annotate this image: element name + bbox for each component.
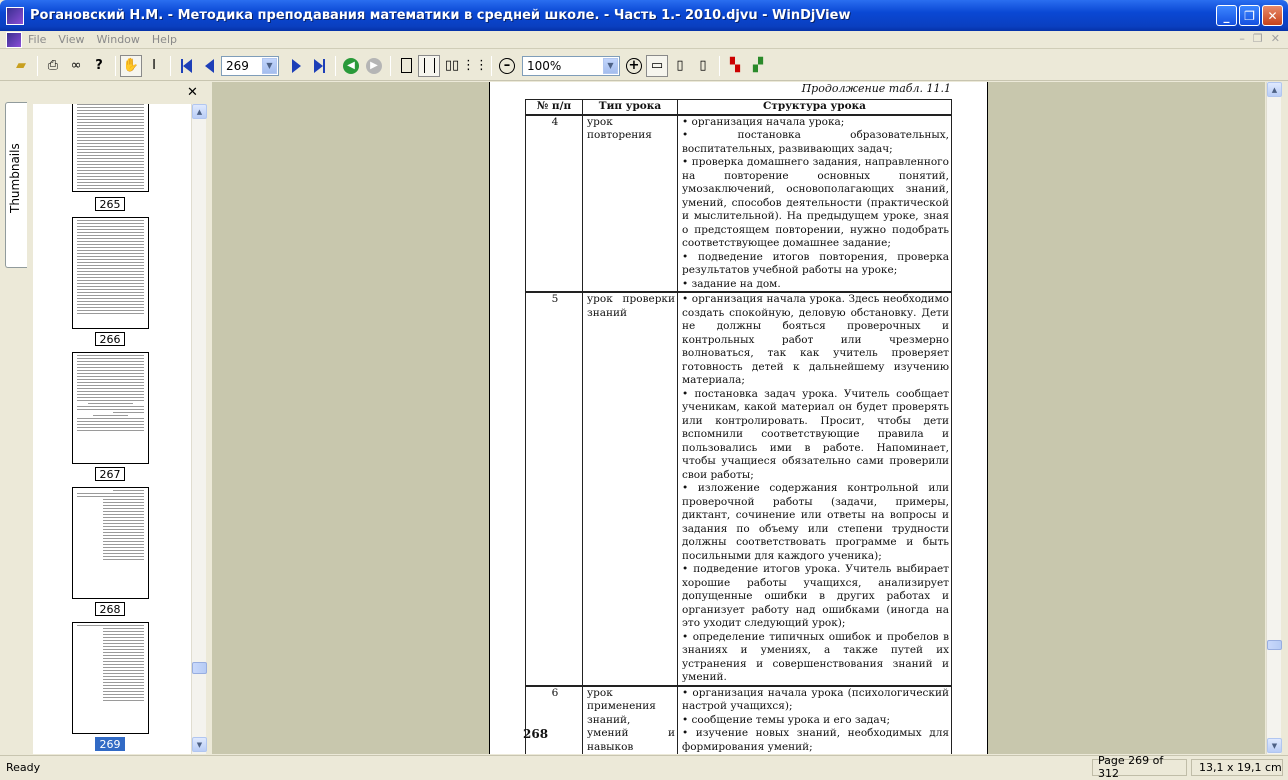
thumbnail-page[interactable] bbox=[72, 104, 149, 192]
thumbnail-label[interactable]: 266 bbox=[95, 332, 125, 346]
back-arrow-icon: ◀ bbox=[343, 58, 359, 74]
row-number: 6 bbox=[526, 686, 583, 755]
fit-page-button[interactable] bbox=[669, 55, 691, 77]
document-icon[interactable] bbox=[6, 32, 22, 48]
last-page-button[interactable] bbox=[308, 55, 330, 77]
scroll-down-icon[interactable]: ▼ bbox=[192, 737, 207, 752]
close-icon[interactable]: ✕ bbox=[187, 85, 198, 100]
thumbnail-page[interactable] bbox=[72, 352, 149, 464]
continuous-facing-icon: ⋮⋮ bbox=[462, 58, 488, 73]
prev-page-icon bbox=[205, 59, 214, 73]
toolbar bbox=[0, 51, 1288, 81]
close-button[interactable]: ✕ bbox=[1262, 5, 1283, 26]
page-number-combo[interactable] bbox=[221, 56, 279, 76]
continuous-button[interactable] bbox=[418, 55, 440, 77]
prev-page-button[interactable] bbox=[198, 55, 220, 77]
first-page-icon bbox=[183, 59, 192, 73]
table-continuation-label: Продолжение табл. 11.1 bbox=[801, 82, 951, 95]
thumbnail-label[interactable]: 267 bbox=[95, 467, 125, 481]
forward-arrow-icon: ▶ bbox=[366, 58, 382, 74]
folder-icon: ▰ bbox=[16, 58, 26, 73]
scroll-up-icon[interactable]: ▲ bbox=[1267, 82, 1282, 97]
text-cursor-icon: I bbox=[152, 58, 156, 73]
document-scrollbar[interactable] bbox=[1266, 82, 1281, 754]
table-row bbox=[526, 686, 952, 755]
continuous-icon bbox=[424, 58, 435, 73]
scroll-up-icon[interactable]: ▲ bbox=[192, 104, 207, 119]
doc-minimize-button[interactable]: – bbox=[1239, 32, 1245, 45]
question-icon: ? bbox=[95, 58, 103, 73]
tab-thumbnails[interactable] bbox=[5, 102, 27, 268]
lesson-type: урок проверки знаний bbox=[583, 292, 678, 686]
single-page-button[interactable] bbox=[395, 55, 417, 77]
title-bar bbox=[0, 0, 1288, 31]
zoom-in-button[interactable] bbox=[623, 55, 645, 77]
continuous-facing-button[interactable] bbox=[464, 55, 486, 77]
menu-file[interactable]: File bbox=[28, 33, 47, 46]
single-page-icon bbox=[401, 58, 412, 73]
column-header-number: № п/п bbox=[526, 100, 583, 115]
menu-view[interactable]: View bbox=[58, 33, 85, 46]
first-page-button[interactable] bbox=[175, 55, 197, 77]
fit-width-icon: ▭ bbox=[650, 58, 664, 73]
printer-icon: ⎙ bbox=[47, 58, 59, 73]
fit-page-icon: ▯ bbox=[676, 58, 684, 73]
hand-tool-button[interactable] bbox=[120, 55, 142, 77]
lesson-structure: • организация начала урока (психологический настрой учащихся); • сообщение темы урока и его задач; • изучение новых знаний, необходимых для формирования умений; bbox=[678, 686, 952, 755]
lesson-type: урок повторения bbox=[583, 115, 678, 293]
lesson-structure: • организация начала урока; • постановка образовательных, воспитательных, развивающих задач; • проверка домашнего задания, направленного на повторение основных понятий, умозаключений, основополагающих знаний, умений, способов деятельности (практической и мыслительной). На предыдущем уроке, зная о предстоящем повторении, нужно подобрать соответствующее домашнее задание; • подведение итогов повторения, проверка результатов учебной работы на уроке; • задание на дом. bbox=[678, 115, 952, 293]
doc-close-button[interactable]: ✕ bbox=[1270, 32, 1280, 45]
page-info: Page 269 of 312 bbox=[1092, 759, 1187, 776]
help-button[interactable] bbox=[88, 55, 110, 77]
thumbnail-page[interactable] bbox=[72, 622, 149, 734]
page-number: 268 bbox=[523, 727, 549, 741]
open-button[interactable] bbox=[10, 55, 32, 77]
menu-window[interactable]: Window bbox=[96, 33, 140, 46]
table-row bbox=[526, 292, 952, 686]
binoculars-icon: ∞ bbox=[70, 58, 82, 73]
menu-bar bbox=[0, 31, 1288, 49]
scroll-thumb[interactable] bbox=[192, 662, 207, 674]
thumbnail-page[interactable] bbox=[72, 217, 149, 329]
window-title: Рогановский Н.М. - Методика преподавания математики в средней школе. - Часть 1.- 2010.djvu - WinDjView bbox=[30, 8, 851, 23]
zoom-in-icon: + bbox=[626, 58, 642, 74]
facing-button[interactable] bbox=[441, 55, 463, 77]
lesson-structure: • организация начала урока. Здесь необходимо создать спокойную, деловую обстановку. Дети не должны бояться проверочных и контрольных работ или чрезмерно волноваться, так как учитель проверяет готовность детей к дальнейшему изучению материала; • постановка задач урока. Учитель сообщает ученикам, какой материал он будет проверять или контролировать. Просит, чтобы дети вспомнили соответствующие правила и пользовались ими в работе. Напоминает, чтобы учащиеся обязательно сами проверили свои работы; • изложение содержания контрольной или проверочной работы (задачи, примеры, диктант, сочинение или ответы на вопросы и задания по объему или степени трудности должны соответствовать программе и быть посильными для каждого ученика); • подведение итогов урока. Учитель выбирает хорошие работы учащихся, анализирует допущенные ошибки в других работах и организует работу над ошибками (иногда на это уходит следующий урок); • определение типичных ошибок и пробелов в знаниях и умениях, а также путей их устранения и совершенствования знаний и умений. bbox=[678, 292, 952, 686]
scroll-thumb[interactable] bbox=[1267, 640, 1282, 650]
chevron-down-icon[interactable]: ▼ bbox=[262, 58, 277, 74]
zoom-out-icon: – bbox=[499, 58, 515, 74]
column-header-type: Тип урока bbox=[583, 100, 678, 115]
thumbnails-panel bbox=[0, 82, 210, 754]
tab-thumbnails-label: Thumbnails bbox=[8, 143, 22, 213]
thumbnail-list[interactable] bbox=[33, 104, 191, 754]
actual-size-icon: ▯ bbox=[699, 58, 707, 73]
hand-icon: ✋ bbox=[122, 58, 140, 73]
row-number: 4 bbox=[526, 115, 583, 293]
find-button[interactable] bbox=[65, 55, 87, 77]
next-page-icon bbox=[292, 59, 301, 73]
row-number: 5 bbox=[526, 292, 583, 686]
scroll-down-icon[interactable]: ▼ bbox=[1267, 738, 1282, 753]
status-bar bbox=[0, 755, 1288, 778]
column-header-structure: Структура урока bbox=[678, 100, 952, 115]
fit-width-button[interactable] bbox=[646, 55, 668, 77]
doc-restore-button[interactable]: ❐ bbox=[1252, 32, 1263, 45]
zoom-out-button[interactable] bbox=[496, 55, 518, 77]
actual-size-button[interactable] bbox=[692, 55, 714, 77]
display-mode-button[interactable] bbox=[747, 55, 769, 77]
page-size: 13,1 x 19,1 cm bbox=[1191, 759, 1283, 776]
chevron-down-icon[interactable]: ▼ bbox=[603, 58, 618, 74]
zoom-combo[interactable] bbox=[522, 56, 620, 76]
facing-icon: ▯▯ bbox=[444, 58, 460, 73]
color-mode-button[interactable] bbox=[724, 55, 746, 77]
back-button[interactable] bbox=[340, 55, 362, 77]
lesson-type: урок применения знаний, умений и навыков bbox=[583, 686, 678, 755]
forward-button[interactable] bbox=[363, 55, 385, 77]
maximize-button[interactable]: ❐ bbox=[1239, 5, 1260, 26]
display-mode-icon: ▞ bbox=[753, 58, 763, 73]
thumbnail-label-selected[interactable]: 269 bbox=[95, 737, 125, 751]
minimize-button[interactable]: _ bbox=[1216, 5, 1237, 26]
zoom-value: 100% bbox=[527, 58, 562, 73]
next-page-button[interactable] bbox=[285, 55, 307, 77]
last-page-icon bbox=[314, 59, 323, 73]
color-mode-icon: ▚ bbox=[730, 58, 740, 73]
menu-help[interactable]: Help bbox=[151, 33, 177, 46]
table-row bbox=[526, 115, 952, 293]
page-number-value: 269 bbox=[226, 58, 249, 73]
select-tool-button[interactable] bbox=[143, 55, 165, 77]
status-text: Ready bbox=[6, 760, 41, 774]
document-page bbox=[489, 82, 988, 754]
thumbnail-label[interactable]: 265 bbox=[95, 197, 125, 211]
lesson-structure-table bbox=[525, 99, 952, 754]
thumbnail-scrollbar[interactable] bbox=[191, 104, 206, 754]
app-icon[interactable] bbox=[6, 7, 24, 25]
document-viewer[interactable] bbox=[212, 82, 1265, 754]
thumbnail-page[interactable] bbox=[72, 487, 149, 599]
print-button[interactable] bbox=[42, 55, 64, 77]
thumbnail-label[interactable]: 268 bbox=[95, 602, 125, 616]
